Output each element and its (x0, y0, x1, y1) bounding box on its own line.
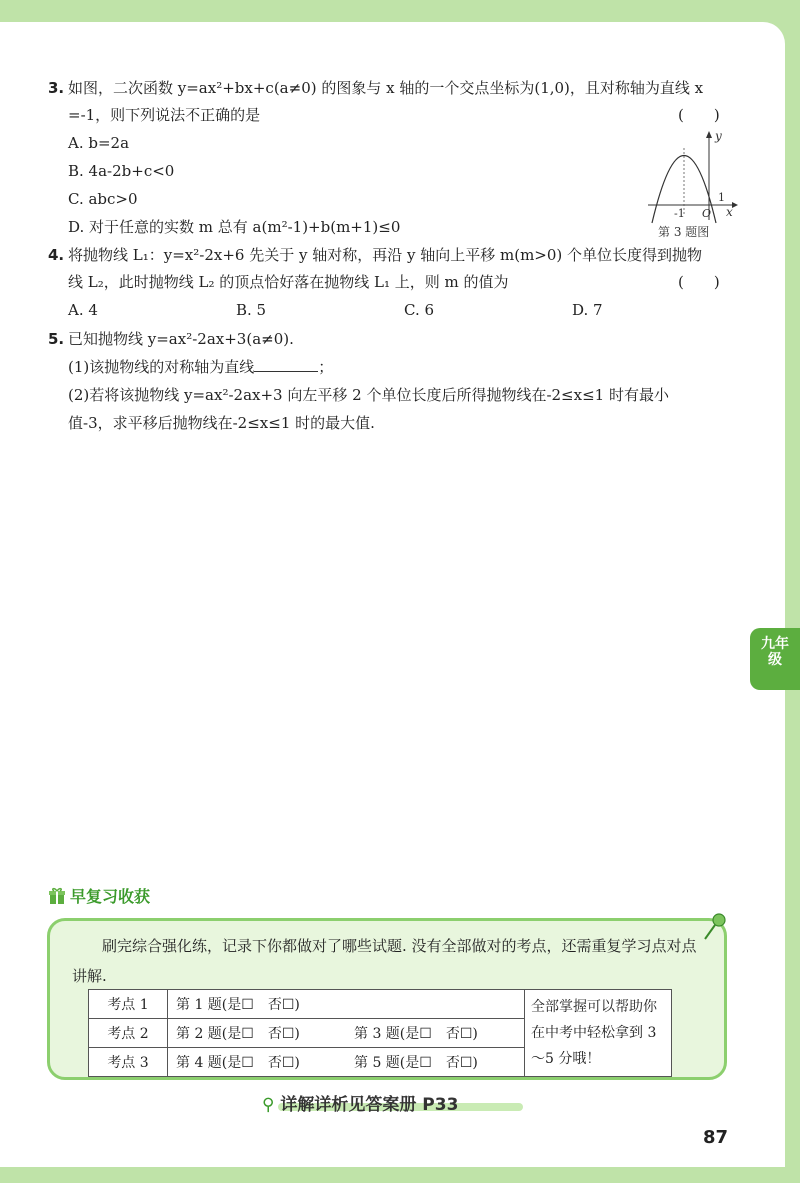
y-axis-arrow (706, 131, 712, 138)
review-instruction: 刷完综合强化练，记录下你都做对了哪些试题. 没有全部做对的考点，还需重复学习点对点讲解. (72, 937, 697, 985)
question-4-answer-paren: ( ) (678, 273, 720, 291)
pushpin-icon (702, 912, 728, 942)
question-check-4[interactable]: 第 4 题(是☐ 否☐) (168, 1048, 347, 1077)
table-row (89, 990, 672, 1019)
x-axis-arrow (732, 202, 738, 208)
gift-icon (48, 887, 66, 905)
figure-label-1: 1 (718, 191, 725, 204)
figure-label-origin: O (702, 207, 712, 220)
figure-caption: 第 3 题图 (658, 225, 710, 239)
knowledge-point-3: 考点 3 (89, 1048, 168, 1077)
question-5-number: 5. (48, 330, 65, 348)
knowledge-point-table (88, 989, 672, 1077)
figure-label-y: y (715, 129, 722, 143)
review-box (47, 918, 727, 1080)
review-header (48, 884, 150, 907)
question-3-figure (644, 128, 744, 240)
question-4-line1: 4. 将抛物线 L₁：y=x²-2x+6 先关于 y 轴对称，再沿 y 轴向上平移 m(m>0) 个单位长度得到抛物 (48, 246, 703, 264)
question-5-part2-line1: (2)若将该抛物线 y=ax²-2ax+3 向左平移 2 个单位长度后所得抛物线在-2≤x≤1 时有最小 (68, 386, 669, 404)
question-check-3[interactable]: 第 3 题(是☐ 否☐) (346, 1019, 525, 1048)
question-5-part1: (1)该抛物线的对称轴为直线 ； (68, 358, 334, 376)
page-number: 87 (703, 1127, 729, 1148)
question-3-line1: 3. 如图，二次函数 y=ax²+bx+c(a≠0) 的图象与 x 轴的一个交点坐标为(1,0)，且对称轴为直线 x (48, 79, 704, 97)
question-3-option-d: D. 对于任意的实数 m 总有 a(m²-1)+b(m+1)≤0 (68, 218, 401, 236)
figure-label-x: x (726, 205, 733, 219)
question-3-line2: =-1，则下列说法不正确的是 (68, 106, 261, 124)
question-4-number: 4. (48, 246, 65, 264)
grade-side-tab: 九年 级 (750, 628, 800, 690)
question-3-option-a: A. b=2a (68, 134, 130, 152)
question-4-line2: 线 L₂，此时抛物线 L₂ 的顶点恰好落在抛物线 L₁ 上，则 m 的值为 (68, 273, 509, 291)
knowledge-point-1: 考点 1 (89, 990, 168, 1019)
review-title: 早复习收获 (70, 887, 151, 906)
question-check-1[interactable]: 第 1 题(是☐ 否☐) (168, 990, 525, 1019)
answer-blank[interactable] (254, 357, 318, 372)
answer-reference: ⚲ 详解详析见答案册 P33 (262, 1095, 459, 1115)
question-check-5[interactable]: 第 5 题(是☐ 否☐) (346, 1048, 525, 1077)
question-5-line1: 5. 已知抛物线 y=ax²-2ax+3(a≠0). (48, 330, 294, 348)
question-4-option-b: B. 5 (236, 301, 267, 319)
paperclip-icon: ⚲ (262, 1095, 275, 1115)
question-check-2[interactable]: 第 2 题(是☐ 否☐) (168, 1019, 347, 1048)
figure-label-neg1: -1 (674, 207, 685, 220)
knowledge-point-2: 考点 2 (89, 1019, 168, 1048)
question-5-part2-line2: 值-3，求平移后抛物线在-2≤x≤1 时的最大值. (68, 414, 375, 432)
mastery-note: 全部掌握可以帮助你在中考中轻松拿到 3～5 分哦！ (525, 990, 672, 1077)
question-4-option-a: A. 4 (68, 301, 98, 319)
question-3-option-b: B. 4a-2b+c<0 (68, 162, 175, 180)
question-3-option-c: C. abc>0 (68, 190, 138, 208)
question-3-number: 3. (48, 79, 65, 97)
question-4-option-d: D. 7 (572, 301, 603, 319)
question-4-option-c: C. 6 (404, 301, 435, 319)
question-3-answer-paren: ( ) (678, 106, 720, 124)
